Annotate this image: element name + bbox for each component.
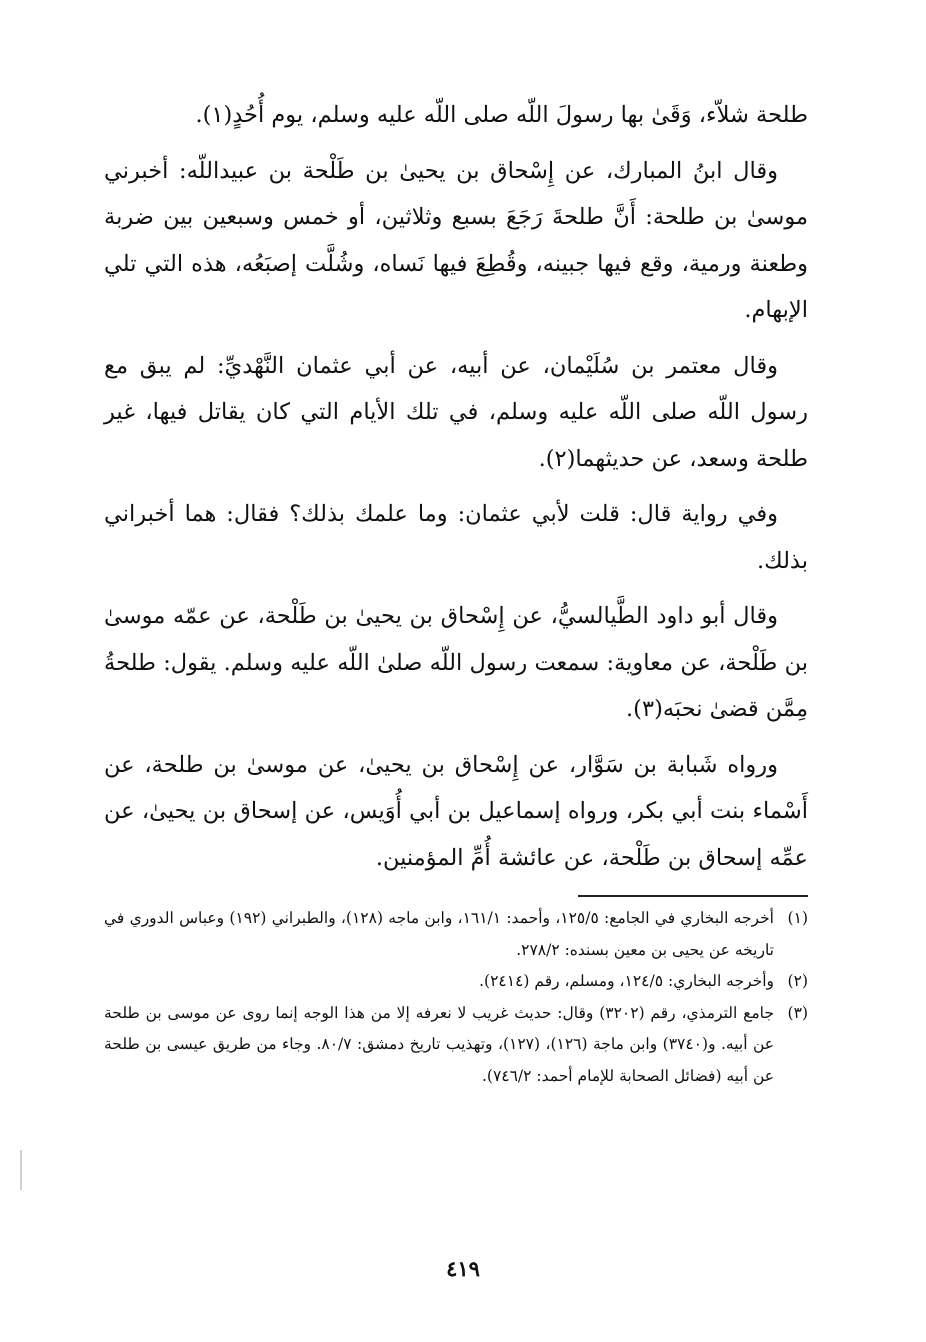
main-text xyxy=(104,92,808,881)
page-number: ٤١٩ xyxy=(446,1256,480,1281)
footnote-1 xyxy=(104,903,808,966)
paragraph-1: طلحة شلاّء، وَقَىٰ بها رسولَ اللّه صلى اللّه عليه وسلم، يوم أُحُدٍ(١). xyxy=(195,102,808,128)
footnote-text: أخرجه البخاري في الجامع: ١٢٥/٥، وأحمد: ١٦١/١، وابن ماجه (١٢٨)، والطبراني (١٩٢) وعباس الدوري في تاريخه عن يحيى بن معين بسنده: ٢٧٨/٢. xyxy=(104,909,774,959)
footnote-text: جامع الترمذي، رقم (٣٢٠٢) وقال: حديث غريب لا نعرفه إلا من هذا الوجه إنما روى عن موسى بن طلحة عن أبيه. و(٣٧٤٠) وابن ماجة (١٢٦)، (١٢٧)، وتهذيب تاريخ دمشق: ٨٠/٧. وجاء من طريق عيسى بن طلحة عن أبيه (فضائل الصحابة للإمام أحمد: ٧٤٦/٢). xyxy=(104,1003,774,1085)
footnote-2 xyxy=(104,966,808,998)
footnote-number: (١) xyxy=(787,909,808,927)
paragraph-5: وقال أبو داود الطَّيالسيُّ، عن إِسْحاق بن يحيىٰ بن طَلْحة، عن عمّه موسىٰ بن طَلْحة، عن معاوية: سمعت رسول اللّه صلىٰ اللّه عليه وسلم. يقول: طلحةُ مِمَّن قضىٰ نحبَه(٣). xyxy=(104,603,808,722)
footnote-number: (٣) xyxy=(787,1003,808,1022)
paragraph-2: وقال ابنُ المبارك، عن إِسْحاق بن يحيىٰ بن طَلْحة بن عبيداللّه: أخبرني موسىٰ بن طلحة: أَنَّ طلحةَ رَجَعَ بسبع وثلاثين، أو خمس وسبعين بين ضربة وطعنة ورمية، وقع فيها جبينه، وقُطِعَ فيها نَساه، وشُلَّت إصبَعُه، هذه التي تلي الإبهام. xyxy=(104,157,808,323)
footnote-separator xyxy=(578,895,808,897)
footnotes xyxy=(104,903,808,1092)
paragraph-3: وقال معتمر بن سُلَيْمان، عن أبيه، عن أبي عثمان النَّهْديِّ: لم يبق مع رسول اللّه صلى اللّه عليه وسلم، في تلك الأيام التي كان يقاتل فيها، غير طلحة وسعد، عن حديثهما(٢). xyxy=(104,352,808,472)
footnote-text: وأخرجه البخاري: ١٢٤/٥، ومسلم، رقم (٢٤١٤). xyxy=(479,972,774,990)
footnote-number: (٢) xyxy=(787,972,808,990)
footnote-3 xyxy=(104,998,808,1093)
paragraph-4: وفي رواية قال: قلت لأبي عثمان: وما علمك بذلك؟ فقال: هما أخبراني بذلك. xyxy=(104,501,808,574)
paragraph-6: ورواه شَبابة بن سَوَّار، عن إِسْحاق بن يحيىٰ، عن موسىٰ بن طلحة، عن أَسْماء بنت أبي بكر، ورواه إسماعيل بن أبي أُوَيس، عن إسحاق بن يحيىٰ، عن عمِّه إسحاق بن طَلْحة، عن عائشة أُمِّ المؤمنين. xyxy=(104,751,808,871)
scan-margin-mark xyxy=(20,1150,22,1190)
